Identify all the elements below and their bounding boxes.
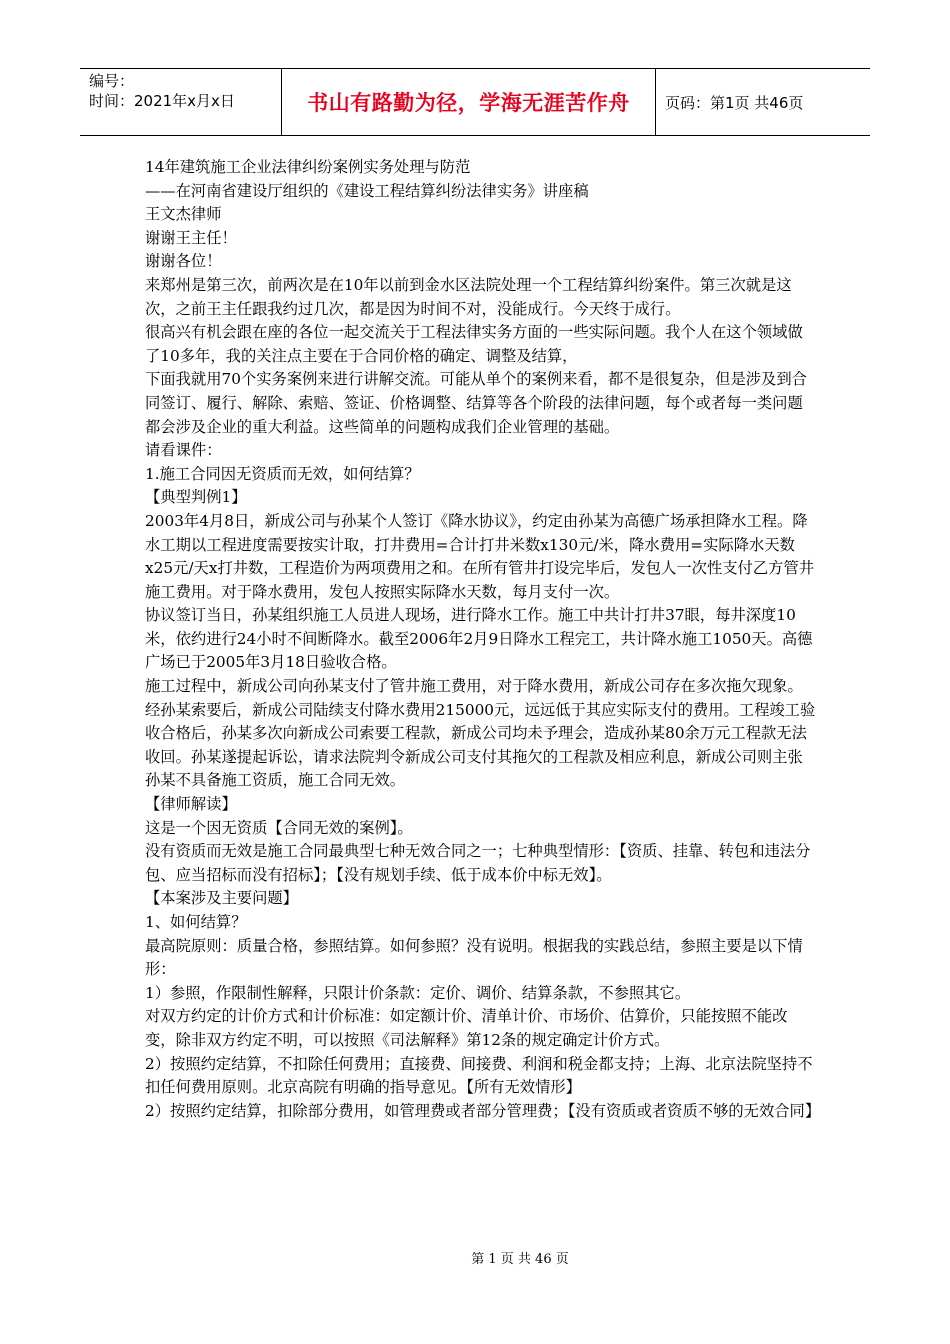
section-label: 【律师解读】: [145, 795, 237, 814]
section-label: 【本案涉及主要问题】: [145, 889, 298, 908]
document-body: [145, 156, 821, 1123]
author-line: 王文杰律师: [145, 205, 222, 224]
paragraph: 很高兴有机会跟在座的各位一起交流关于工程法律实务方面的一些实际问题。我个人在这个领域做了10多年，我的关注点主要在于合同价格的确定、调整及结算，: [145, 323, 803, 365]
paragraph: 2）按照约定结算，不扣除任何费用；直接费、间接费、利润和税金都支持；上海、北京法院坚持不扣任何费用原则。北京高院有明确的指导意见。【所有无效情形】: [145, 1054, 813, 1097]
header-page-info: 页码：第1页 共46页: [665, 93, 804, 112]
section-label: 【典型判例1】: [145, 488, 247, 507]
paragraph: 对双方约定的计价方式和计价标准：如定额计价、清单计价、市场价、估算价，只能按照不能改变，除非双方约定不明，可以按照《司法解释》第12条的规定确定计价方式。: [145, 1007, 788, 1049]
paragraph: 最高院原则：质量合格，参照结算。如何参照？没有说明。根据我的实践总结，参照主要是以下情形：: [145, 936, 803, 979]
header-motto: 书山有路勤为径，学海无涯苦作舟: [282, 69, 656, 135]
document-number-label: 编号：: [89, 72, 135, 90]
header-meta: [80, 69, 282, 135]
document-time-label: 时间：2021年x月x日: [89, 92, 235, 110]
paragraph: 2）按照约定结算，扣除部分费用，如管理费或者部分管理费；【没有资质或者资质不够的无效合同】: [145, 1101, 821, 1120]
document-title: 14年建筑施工企业法律纠纷案例实务处理与防范: [145, 158, 471, 176]
section-heading: 1.施工合同因无资质而无效，如何结算？: [145, 464, 420, 483]
paragraph: 谢谢王主任！: [145, 228, 237, 247]
paragraph: 1）参照，作限制性解释，只限计价条款：定价、调价、结算条款，不参照其它。: [145, 983, 691, 1002]
paragraph: 请看课件：: [145, 441, 222, 460]
paragraph: 没有资质而无效是施工合同最典型七种无效合同之一；七种典型情形：【资质、挂靠、转包和违法分包、应当招标而没有招标】；【没有规划手续、低于成本价中标无效】。: [145, 842, 811, 884]
paragraph: 来郑州是第三次，前两次是在10年以前到金水区法院处理一个工程结算纠纷案件。第三次就是这次，之前王主任跟我约过几次，都是因为时间不对，没能成行。今天终于成行。: [145, 275, 792, 318]
document-subtitle: ——在河南省建设厅组织的《建设工程结算纠纷法律实务》讲座稿: [145, 181, 589, 200]
paragraph: 这是一个因无资质【合同无效的案例】。: [145, 818, 413, 837]
paragraph: 施工过程中，新成公司向孙某支付了管井施工费用，对于降水费用，新成公司存在多次拖欠现象。经孙某索要后，新成公司陆续支付降水费用215000元，远远低于其应实际支付的费用。工程竣工验收合格后，孙某多次向新成公司索要工程款，新成公司均未予理会，造成孙某80余万元工程款无法收回。孙某遂提起诉讼，请求法院判令新成公司支付其拖欠的工程款及相应利息，新成公司则主张孙某不具备施工资质，施工合同无效。: [145, 677, 816, 790]
paragraph: 协议签订当日，孙某组织施工人员进人现场，进行降水工作。施工中共计打井37眼，每井深度10米，依约进行24小时不间断降水。截至2006年2月9日降水工程完工，共计降水施工1050天。高德广场已于2005年3月18日验收合格。: [145, 606, 813, 672]
paragraph: 2003年4月8日，新成公司与孙某个人签订《降水协议》，约定由孙某为高德广场承担降水工程。降水工期以工程进度需要按实计取，打井费用=合计打井米数x130元/米，降水费用=实际降水天数x25元/天x打井数，工程造价为两项费用之和。在所有管井打设完毕后，发包人一次性支付乙方管井施工费用。对于降水费用，发包人按照实际降水天数，每月支付一次。: [145, 511, 815, 601]
paragraph: 谢谢各位！: [145, 252, 222, 271]
page-header: [80, 68, 870, 136]
paragraph: 1、如何结算？: [145, 913, 247, 931]
paragraph: 下面我就用70个实务案例来进行讲解交流。可能从单个的案例来看，都不是很复杂，但是涉及到合同签订、履行、解除、索赔、签证、价格调整、结算等各个阶段的法律问题，每个或者每一类问题都会涉及企业的重大利益。这些简单的问题构成我们企业管理的基础。: [145, 370, 807, 436]
page-footer: 第 1 页 共 46 页: [471, 1252, 569, 1267]
